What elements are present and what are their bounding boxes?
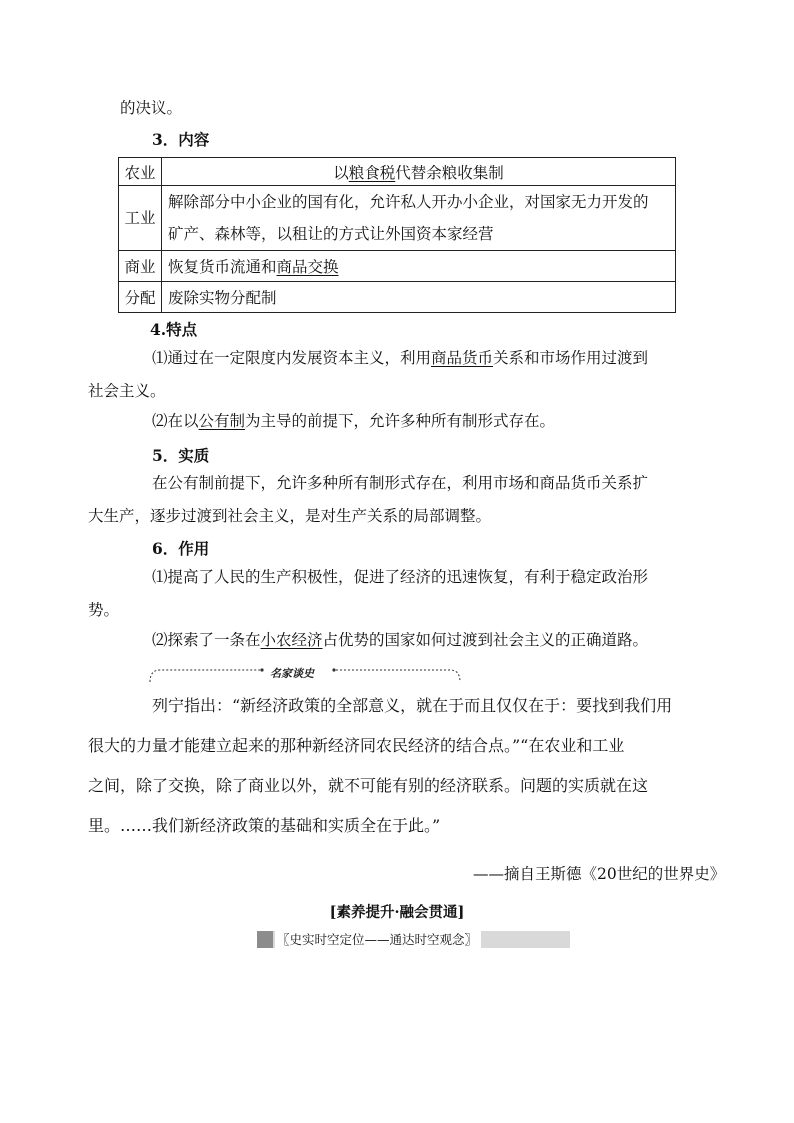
section-6-point-1: ⑴提高了人民的生产积极性，促进了经济的迅速恢复，有利于稳定政治形 势。 [88,568,649,619]
top-line: 的决议。 [120,99,183,117]
row-value: 恢复货币流通和商品交换 [162,251,676,282]
row-value: 废除实物分配制 [162,282,676,313]
bar-marker-icon [257,931,273,948]
section-5-paragraph: 在公有制前提下，允许多种所有制形式存在，利用市场和商品货币关系扩 大生产，逐步过渡到社会主义，是对生产关系的局部调整。 [88,474,649,525]
quote-source: ——摘自王斯德《20世纪的世界史》 [473,865,726,883]
content-table [118,157,676,313]
section-3-heading: 3．内容 [152,130,210,149]
row-key: 分配 [119,282,162,313]
row-key: 工业 [119,186,162,251]
row-key: 农业 [119,158,162,186]
section-6-heading: 6．作用 [152,539,210,558]
section-4-heading: 4.特点 [150,320,198,339]
table-row-agriculture [119,158,676,186]
section-4-point-1: ⑴通过在一定限度内发展资本主义，利用商品货币关系和市场作用过渡到 社会主义。 [88,349,649,400]
section-4-point-2: ⑵在以公有制为主导的前提下，允许多种所有制形式存在。 [152,412,556,430]
lenin-quote: 列宁指出：“新经济政策的全部意义，就在于而且仅仅在于：要找到我们用 很大的力量才能建立起来的那种新经济同农民经济的结合点。”“在农业和工业 之间，除了交换，除了商业以外，就不可能有别的经济联系。问题的实质就在这 里。……我们新经济政策的基础和实质全在于此。” [88,696,673,835]
sub-section-bar [257,931,570,948]
sub-section-label: 〖史实时空定位——通达时空观念〗 [275,931,481,948]
table-row-commerce [119,251,676,282]
table-row-distribution [119,282,676,313]
row-key: 商业 [119,251,162,282]
section-5-heading: 5．实质 [152,446,210,465]
section-6-point-2: ⑵探索了一条在小农经济占优势的国家如何过渡到社会主义的正确道路。 [152,631,649,649]
famous-quote-banner [148,664,464,684]
banner-label: 名家谈史 [270,667,314,680]
row-value: 解除部分中小企业的国有化，允许私人开办小企业，对国家无力开发的 矿产、森林等，以租让的方式让外国资本家经营 [162,186,676,251]
table-row-industry [119,186,676,251]
section-title: [素养提升·融会贯通] [329,904,465,921]
row-value: 以粮食税代替余粮收集制 [162,158,676,186]
